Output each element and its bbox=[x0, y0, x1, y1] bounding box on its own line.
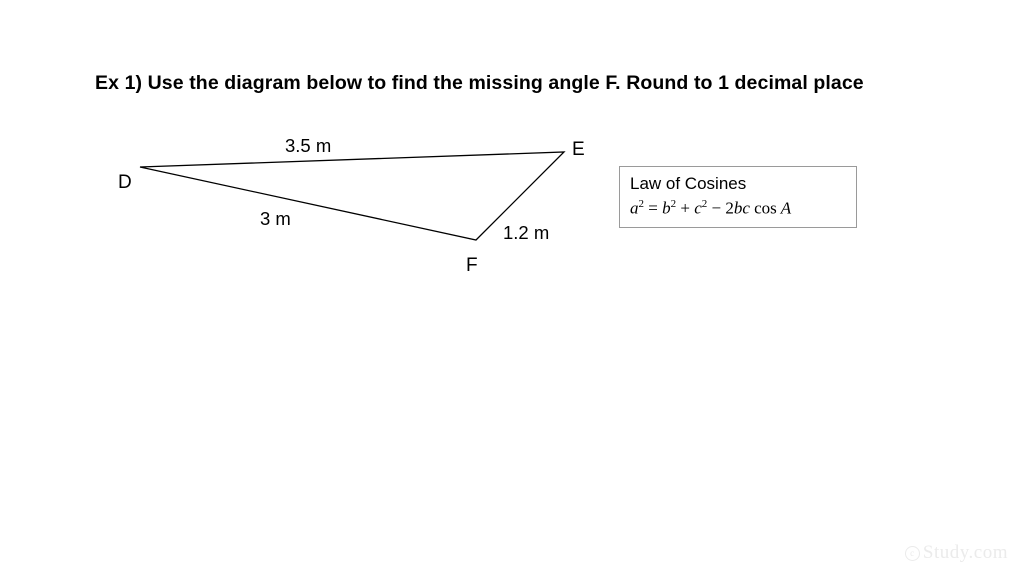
page-title: Ex 1) Use the diagram below to find the missing angle F. Round to 1 decimal place bbox=[95, 72, 864, 94]
law-of-cosines-box bbox=[619, 166, 857, 228]
watermark-text: Study.com bbox=[922, 542, 1008, 563]
formula-c: c bbox=[694, 198, 702, 218]
copyright-icon: c bbox=[905, 546, 920, 561]
law-of-cosines-formula bbox=[630, 198, 846, 219]
formula-equals: = bbox=[648, 198, 658, 218]
vertex-label-f: F bbox=[466, 255, 478, 276]
formula-c-exponent: 2 bbox=[701, 197, 708, 210]
formula-angle-a: A bbox=[780, 198, 792, 218]
formula-a-exponent: 2 bbox=[638, 197, 644, 210]
formula-b-exponent: 2 bbox=[670, 197, 677, 210]
side-label-ef: 1.2 m bbox=[503, 222, 550, 243]
triangle-shape bbox=[80, 115, 640, 305]
formula-coefficient: 2 bbox=[725, 198, 734, 218]
vertex-label-d: D bbox=[118, 172, 132, 193]
formula-bc: bc bbox=[733, 198, 750, 218]
formula-plus: + bbox=[680, 198, 690, 218]
formula-b: b bbox=[662, 198, 671, 218]
law-of-cosines-title: Law of Cosines bbox=[630, 174, 747, 193]
side-label-de: 3.5 m bbox=[285, 135, 332, 156]
triangle-outline bbox=[140, 152, 564, 240]
vertex-label-e: E bbox=[572, 139, 585, 160]
formula-a: a bbox=[630, 198, 639, 218]
triangle-diagram bbox=[80, 115, 640, 305]
watermark bbox=[905, 542, 1008, 564]
formula-cos: cos bbox=[754, 198, 777, 218]
side-label-df: 3 m bbox=[260, 208, 291, 229]
formula-minus: − bbox=[711, 198, 722, 218]
